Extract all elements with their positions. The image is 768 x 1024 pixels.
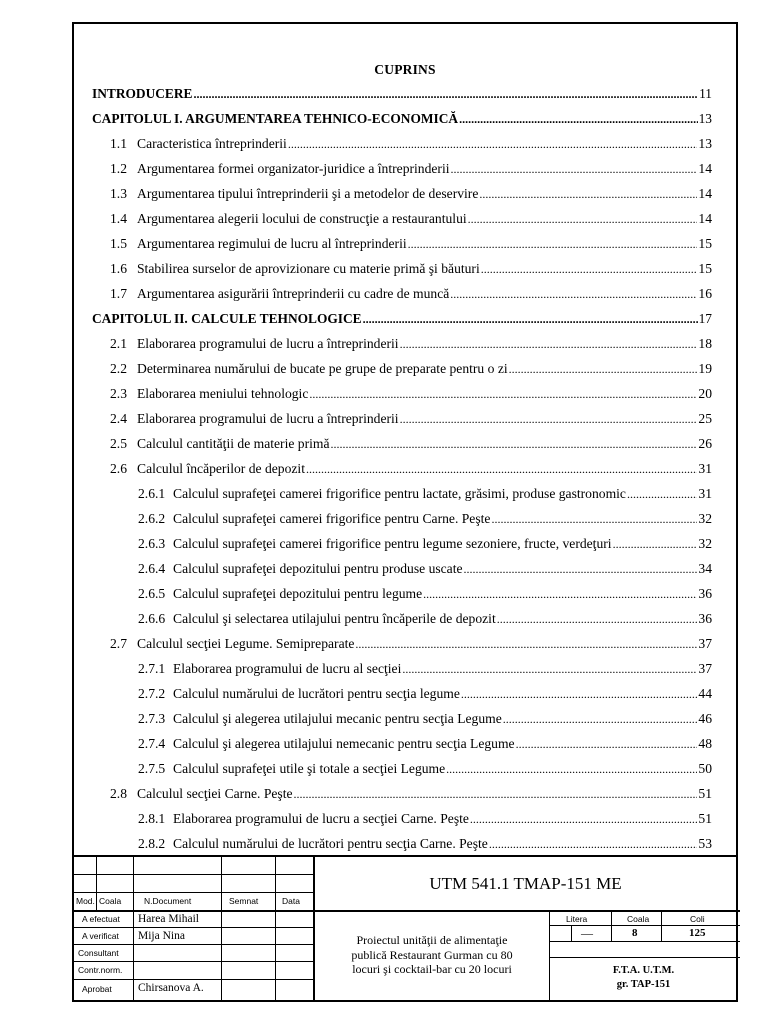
document-code: UTM 541.1 TMAP-151 ME [429,873,622,893]
toc-page-number: 32 [698,511,712,526]
toc-entry-text: Elaborarea meniului tehnologic [137,386,309,401]
coli-label: Coli [690,914,705,924]
toc-chapter-row [92,311,712,336]
toc-dot-leader [446,761,697,777]
toc-entry-text: Calculul şi alegerea utilajului nemecanic pentru secţia Legume [173,736,515,751]
header-data: Data [282,896,300,906]
toc-section-row [92,486,712,511]
toc-entry-text: Argumentarea asigurării întreprinderii cu cadre de muncă [137,286,450,301]
toc-section-number: 2.6.1 [138,486,166,501]
toc-dot-leader [363,311,698,327]
toc-entry-text: Argumentarea alegerii locului de construcţie a restaurantului [137,211,467,226]
toc-entry-text: Calculul suprafeţei camerei frigorifice pentru Carne. Peşte [173,511,491,526]
toc-dot-leader [503,711,698,727]
toc-dot-leader [402,661,697,677]
toc-dot-leader [613,536,698,552]
toc-entry-text: CAPITOLUL I. ARGUMENTAREA TEHNICO-ECONOMICĂ [92,111,459,126]
toc-section-number: 1.5 [110,236,127,251]
toc-entry-text: Elaborarea programului de lucru a întreprinderii [137,411,399,426]
toc-page-number: 48 [698,736,712,751]
organization: F.T.A. U.T.M. gr. TAP-151 [612,964,675,990]
toc-section-row [92,636,712,661]
toc-page-number: 36 [698,586,712,601]
toc-dot-leader [464,561,698,577]
name-verificat: Mija Nina [138,930,185,942]
role-contr-norm: Contr.norm. [78,965,123,975]
toc-section-row [92,536,712,561]
toc-dot-leader [509,361,698,377]
toc-entry-text: Calculul suprafeţei utile şi totale a secţiei Legume [173,761,446,776]
toc-section-number: 2.6.2 [138,511,166,526]
toc-section-row [92,761,712,786]
toc-dot-leader [497,611,698,627]
toc-page-number: 19 [698,361,712,376]
role-efectuat: A efectuat [82,914,120,924]
toc-dot-leader [309,386,697,402]
toc-page-number: 46 [698,711,712,726]
toc-entry-text: Calculul numărului de lucrători pentru secţia legume [173,686,460,701]
toc-section-number: 2.3 [110,386,127,401]
toc-section-number: 2.6 [110,461,127,476]
toc-dot-leader [491,511,697,527]
toc-section-row [92,261,712,286]
toc-dot-leader [408,236,698,252]
toc-entry-text: Elaborarea programului de lucru al secţiei [173,661,402,676]
toc-entry-text: Calculul secţiei Legume. Semipreparate [137,636,355,651]
toc-section-row [92,711,712,736]
toc-page-number: 37 [698,636,712,651]
toc-page-number: 51 [698,786,712,801]
toc-section-row [92,561,712,586]
toc-entry-text: Calculul suprafeţei camerei frigorifice pentru legume sezoniere, fructe, verdeţuri [173,536,612,551]
toc-entry-text: INTRODUCERE [92,86,193,101]
toc-section-row [92,736,712,761]
toc-entry-text: Calculul suprafeţei camerei frigorifice pentru lactate, grăsimi, produse gastronomic [173,486,626,501]
toc-section-row [92,161,712,186]
toc-page-number: 16 [698,286,712,301]
toc-page-number: 15 [698,261,712,276]
toc-section-row [92,361,712,386]
toc-section-number: 2.6.4 [138,561,166,576]
toc-section-number: 2.1 [110,336,127,351]
toc-entry-text: Calculul şi selectarea utilajului pentru încăperile de depozit [173,611,496,626]
toc-section-number: 1.3 [110,186,127,201]
toc-entry-text: Argumentarea regimului de lucru al întreprinderii [137,236,407,251]
toc-entry-text: Calculul cantităţii de materie primă [137,436,330,451]
toc-page-number: 37 [698,661,712,676]
toc-dot-leader [450,286,697,302]
toc-page-number: 18 [698,336,712,351]
toc-page-number: 13 [698,111,712,126]
toc-dot-leader [306,461,697,477]
toc-page-number: 17 [698,311,712,326]
toc-dot-leader [451,161,698,177]
litera-label: Litera [566,914,588,924]
toc-dot-leader [468,211,698,227]
toc-page-number: 31 [698,486,712,501]
toc-dot-leader [459,111,698,127]
toc-section-number: 2.6.3 [138,536,166,551]
toc-section-row [92,611,712,636]
toc-dot-leader [516,736,698,752]
toc-chapter-row [92,86,712,111]
title-block [74,855,736,1000]
name-efectuat: Harea Mihail [138,913,199,925]
toc-page-number: 44 [698,686,712,701]
toc-page-number: 51 [698,811,712,826]
toc-section-row [92,686,712,711]
toc-section-row [92,786,712,811]
toc-entry-text: Calculul secţiei Carne. Peşte [137,786,293,801]
toc-page-number: 31 [698,461,712,476]
toc-dot-leader [423,586,697,602]
toc-page-number: 14 [698,161,712,176]
toc-entry-text: Calculul numărului de lucrători pentru secţia Carne. Peşte [173,836,488,851]
role-verificat: A verificat [82,931,119,941]
toc-dot-leader [400,336,698,352]
toc-section-number: 2.8.1 [138,811,166,826]
toc-section-row [92,811,712,836]
toc-section-number: 2.7.4 [138,736,166,751]
toc-dot-leader [355,636,697,652]
toc-entry-text: Determinarea numărului de bucate pe grupe de preparate pentru o zi [137,361,508,376]
toc-dot-leader [479,186,697,202]
toc-entry-text: Elaborarea programului de lucru a secţiei Carne. Peşte [173,811,469,826]
toc-section-number: 2.4 [110,411,127,426]
toc-section-row [92,136,712,161]
role-consultant: Consultant [78,948,119,958]
toc-page-number: 14 [698,186,712,201]
toc-dot-leader [627,486,697,502]
toc-page-number: 26 [698,436,712,451]
toc-entry-text: Calculul încăperilor de depozit [137,461,305,476]
toc-dot-leader [193,86,698,102]
toc-section-number: 1.6 [110,261,127,276]
coli-value: 125 [689,927,706,939]
toc-section-row [92,336,712,361]
toc-page-number: 53 [698,836,712,851]
toc-page-number: 25 [698,411,712,426]
toc-section-number: 2.7 [110,636,127,651]
toc-entry-text: Calculul suprafeţei depozitului pentru legume [173,586,423,601]
toc-section-number: 2.7.5 [138,761,166,776]
toc-page-number: 13 [698,136,712,151]
toc-page-number: 32 [698,536,712,551]
toc-page-number: 50 [698,761,712,776]
toc-section-row [92,461,712,486]
header-ndoc: N.Document [144,896,192,906]
toc-entry-text: Calculul şi alegerea utilajului mecanic pentru secţia Legume [173,711,502,726]
toc-section-number: 2.5 [110,436,127,451]
toc-section-row [92,286,712,311]
toc-section-number: 2.6.6 [138,611,166,626]
toc-section-number: 1.2 [110,161,127,176]
toc-section-number: 2.7.3 [138,711,166,726]
toc-section-row [92,211,712,236]
toc-section-number: 2.2 [110,361,127,376]
toc-section-number: 2.7.1 [138,661,166,676]
toc-section-row [92,436,712,461]
toc-section-row [92,586,712,611]
toc-entry-text: Elaborarea programului de lucru a întreprinderii [137,336,399,351]
toc-entry-text: Argumentarea formei organizator-juridice a întreprinderii [137,161,450,176]
toc-section-row [92,186,712,211]
toc-section-row [92,386,712,411]
toc-entry-text: CAPITOLUL II. CALCULE TEHNOLOGICE [92,311,362,326]
toc-dot-leader [288,136,698,152]
toc-entry-text: Argumentarea tipului întreprinderii şi a metodelor de deservire [137,186,479,201]
coala-value: 8 [632,927,638,939]
page-frame [72,22,738,1002]
project-title: Proiectul unităţii de alimentaţie publică Restaurant Gurman cu 80 locuri şi cocktail-bar cu 20 locuri [351,933,513,977]
table-of-contents [92,86,712,861]
toc-section-number: 2.8.2 [138,836,166,851]
toc-section-number: 1.7 [110,286,127,301]
toc-dot-leader [294,786,698,802]
toc-page-number: 15 [698,236,712,251]
toc-section-number: 2.6.5 [138,586,166,601]
toc-section-row [92,236,712,261]
toc-dot-leader [489,836,698,852]
litera-value: — [581,926,593,940]
role-aprobat: Aprobat [82,984,112,994]
toc-page-number: 11 [699,86,712,101]
toc-section-row [92,661,712,686]
toc-dot-leader [331,436,698,452]
name-aprobat: Chirsanova A. [138,982,204,994]
toc-entry-text: Stabilirea surselor de aprovizionare cu materie primă şi băuturi [137,261,480,276]
toc-section-number: 2.7.2 [138,686,166,701]
toc-section-number: 1.1 [110,136,127,151]
toc-dot-leader [481,261,698,277]
toc-section-row [92,411,712,436]
toc-entry-text: Caracteristica întreprinderii [137,136,287,151]
toc-page-number: 36 [698,611,712,626]
toc-dot-leader [400,411,698,427]
toc-page-number: 34 [698,561,712,576]
toc-title: CUPRINS [374,62,436,77]
toc-dot-leader [461,686,698,702]
header-semnat: Semnat [229,896,259,906]
toc-page-number: 14 [698,211,712,226]
toc-section-row [92,511,712,536]
toc-page-number: 20 [698,386,712,401]
toc-section-number: 2.8 [110,786,127,801]
toc-chapter-row [92,111,712,136]
header-mod: Mod. [76,896,95,906]
coala-label: Coala [627,914,650,924]
toc-section-number: 1.4 [110,211,127,226]
toc-dot-leader [470,811,697,827]
toc-entry-text: Calculul suprafeţei depozitului pentru produse uscate [173,561,463,576]
header-coala: Coala [99,896,122,906]
